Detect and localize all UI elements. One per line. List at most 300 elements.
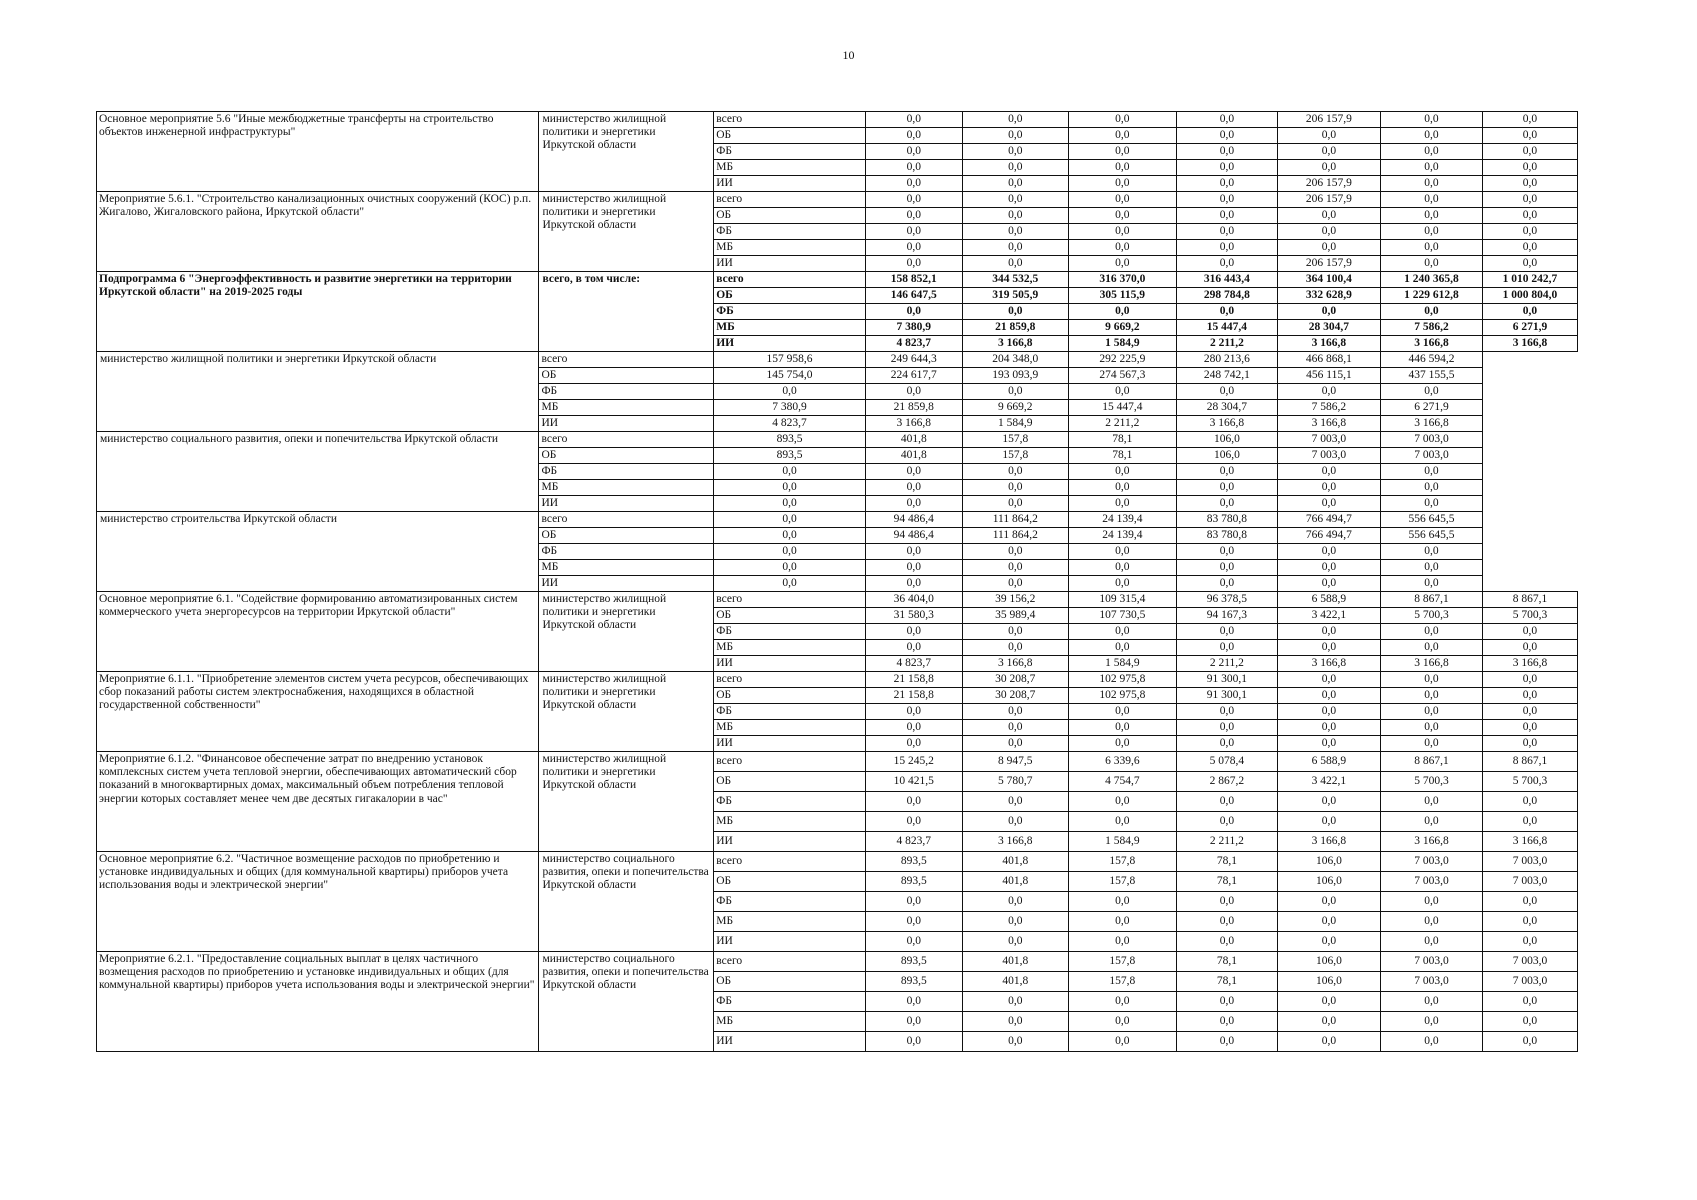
amount-cell: 7 586,2 xyxy=(1277,400,1380,416)
funding-source-cell: МБ xyxy=(539,560,714,576)
amount-cell: 157,8 xyxy=(962,448,1068,464)
funding-source-cell: ФБ xyxy=(714,624,866,640)
amount-cell: 0,0 xyxy=(962,560,1068,576)
amount-cell: 78,1 xyxy=(1068,448,1176,464)
amount-cell: 0,0 xyxy=(1380,688,1482,704)
amount-cell: 6 588,9 xyxy=(1277,752,1380,772)
amount-cell: 0,0 xyxy=(1482,256,1577,272)
amount-cell: 3 422,1 xyxy=(1277,608,1380,624)
amount-cell: 0,0 xyxy=(1176,192,1277,208)
amount-cell: 0,0 xyxy=(962,932,1068,952)
responsible-executor-cell: министерство социального развития, опеки и попечительства Иркутской области xyxy=(539,952,714,1052)
amount-cell: 0,0 xyxy=(1068,128,1176,144)
amount-cell: 31 580,3 xyxy=(865,608,962,624)
amount-cell: 0,0 xyxy=(865,304,962,320)
amount-cell: 0,0 xyxy=(1380,1012,1482,1032)
amount-cell: 0,0 xyxy=(1380,224,1482,240)
funding-source-cell: всего xyxy=(714,272,866,288)
funding-source-cell: ОБ xyxy=(539,368,714,384)
amount-cell: 1 584,9 xyxy=(962,416,1068,432)
amount-cell: 5 700,3 xyxy=(1482,772,1577,792)
amount-cell: 0,0 xyxy=(1068,496,1176,512)
amount-cell: 0,0 xyxy=(865,192,962,208)
amount-cell: 5 700,3 xyxy=(1380,772,1482,792)
amount-cell: 24 139,4 xyxy=(1068,512,1176,528)
amount-cell: 7 003,0 xyxy=(1380,952,1482,972)
amount-cell: 0,0 xyxy=(1068,192,1176,208)
responsible-executor-cell: министерство строительства Иркутской области xyxy=(97,512,539,592)
amount-cell: 0,0 xyxy=(1482,992,1577,1012)
amount-cell: 5 700,3 xyxy=(1482,608,1577,624)
amount-cell: 0,0 xyxy=(1068,112,1176,128)
table-row-group xyxy=(97,592,1578,672)
amount-cell: 7 380,9 xyxy=(714,400,866,416)
amount-cell: 157,8 xyxy=(1068,972,1176,992)
amount-cell: 0,0 xyxy=(1482,812,1577,832)
amount-cell: 0,0 xyxy=(1277,496,1380,512)
funding-source-cell: ФБ xyxy=(714,992,866,1012)
amount-cell: 0,0 xyxy=(1482,1032,1577,1052)
amount-cell: 35 989,4 xyxy=(962,608,1068,624)
amount-cell: 0,0 xyxy=(865,704,962,720)
funding-source-cell: ОБ xyxy=(714,972,866,992)
amount-cell: 6 588,9 xyxy=(1277,592,1380,608)
amount-cell: 0,0 xyxy=(1176,932,1277,952)
amount-cell: 3 166,8 xyxy=(962,336,1068,352)
amount-cell: 0,0 xyxy=(962,576,1068,592)
amount-cell: 0,0 xyxy=(962,892,1068,912)
amount-cell: 0,0 xyxy=(865,480,962,496)
amount-cell: 0,0 xyxy=(962,812,1068,832)
table-row xyxy=(97,352,1578,368)
amount-cell: 0,0 xyxy=(865,496,962,512)
amount-cell: 0,0 xyxy=(714,384,866,400)
funding-source-cell: ИИ xyxy=(714,336,866,352)
amount-cell: 0,0 xyxy=(1380,624,1482,640)
amount-cell: 0,0 xyxy=(1176,892,1277,912)
responsible-executor-cell: министерство жилищной политики и энергетики Иркутской области xyxy=(539,592,714,672)
amount-cell: 3 166,8 xyxy=(1482,336,1577,352)
amount-cell: 0,0 xyxy=(1277,812,1380,832)
funding-source-cell: ИИ xyxy=(714,932,866,952)
amount-cell: 0,0 xyxy=(1068,720,1176,736)
funding-source-cell: ИИ xyxy=(714,736,866,752)
amount-cell: 91 300,1 xyxy=(1176,672,1277,688)
amount-cell: 0,0 xyxy=(1176,992,1277,1012)
amount-cell: 10 421,5 xyxy=(865,772,962,792)
amount-cell: 106,0 xyxy=(1277,972,1380,992)
funding-source-cell: МБ xyxy=(714,720,866,736)
amount-cell: 0,0 xyxy=(1482,720,1577,736)
funding-source-cell: всего xyxy=(714,592,866,608)
amount-cell: 0,0 xyxy=(1068,1012,1176,1032)
amount-cell: 0,0 xyxy=(1068,576,1176,592)
amount-cell: 0,0 xyxy=(1277,792,1380,812)
amount-cell: 556 645,5 xyxy=(1380,528,1482,544)
amount-cell: 0,0 xyxy=(1380,892,1482,912)
amount-cell: 0,0 xyxy=(1068,240,1176,256)
table-row xyxy=(97,112,1578,128)
amount-cell: 0,0 xyxy=(1482,112,1577,128)
amount-cell: 106,0 xyxy=(1176,432,1277,448)
amount-cell: 0,0 xyxy=(714,576,866,592)
amount-cell: 0,0 xyxy=(714,496,866,512)
amount-cell: 0,0 xyxy=(1068,560,1176,576)
amount-cell: 0,0 xyxy=(962,736,1068,752)
amount-cell: 106,0 xyxy=(1176,448,1277,464)
amount-cell: 0,0 xyxy=(1068,224,1176,240)
activity-name-cell: Основное мероприятие 6.1. "Содействие формированию автоматизированных систем коммерческого учета энергоресурсов на территории Иркутской области" xyxy=(97,592,539,672)
amount-cell: 0,0 xyxy=(962,160,1068,176)
amount-cell: 0,0 xyxy=(1277,912,1380,932)
table-row xyxy=(97,752,1578,772)
funding-source-cell: МБ xyxy=(539,400,714,416)
amount-cell: 0,0 xyxy=(1277,1032,1380,1052)
funding-source-cell: всего xyxy=(714,752,866,772)
amount-cell: 0,0 xyxy=(1068,932,1176,952)
amount-cell: 3 166,8 xyxy=(1176,416,1277,432)
amount-cell: 0,0 xyxy=(1176,208,1277,224)
amount-cell: 0,0 xyxy=(1068,256,1176,272)
amount-cell: 0,0 xyxy=(714,528,866,544)
amount-cell: 0,0 xyxy=(1068,1032,1176,1052)
funding-source-cell: ФБ xyxy=(714,892,866,912)
table-row-group xyxy=(97,952,1578,1052)
amount-cell: 0,0 xyxy=(1068,160,1176,176)
funding-source-cell: МБ xyxy=(714,160,866,176)
amount-cell: 39 156,2 xyxy=(962,592,1068,608)
amount-cell: 456 115,1 xyxy=(1277,368,1380,384)
amount-cell: 0,0 xyxy=(1380,496,1482,512)
amount-cell: 83 780,8 xyxy=(1176,512,1277,528)
table-row-group xyxy=(97,512,1578,592)
amount-cell: 24 139,4 xyxy=(1068,528,1176,544)
table-row xyxy=(97,512,1578,528)
table-row xyxy=(97,852,1578,872)
amount-cell: 280 213,6 xyxy=(1176,352,1277,368)
amount-cell: 0,0 xyxy=(1277,464,1380,480)
amount-cell: 0,0 xyxy=(1176,640,1277,656)
amount-cell: 0,0 xyxy=(1068,176,1176,192)
amount-cell: 0,0 xyxy=(1068,304,1176,320)
amount-cell: 0,0 xyxy=(1176,464,1277,480)
amount-cell: 94 486,4 xyxy=(865,512,962,528)
amount-cell: 0,0 xyxy=(962,224,1068,240)
amount-cell: 0,0 xyxy=(1380,208,1482,224)
amount-cell: 0,0 xyxy=(1380,912,1482,932)
amount-cell: 0,0 xyxy=(962,256,1068,272)
funding-source-cell: всего xyxy=(714,852,866,872)
amount-cell: 1 584,9 xyxy=(1068,832,1176,852)
amount-cell: 0,0 xyxy=(1482,688,1577,704)
amount-cell: 0,0 xyxy=(962,704,1068,720)
amount-cell: 3 166,8 xyxy=(962,656,1068,672)
amount-cell: 3 166,8 xyxy=(1380,656,1482,672)
funding-source-cell: ОБ xyxy=(539,528,714,544)
table-row xyxy=(97,952,1578,972)
amount-cell: 0,0 xyxy=(1068,704,1176,720)
amount-cell: 0,0 xyxy=(865,208,962,224)
amount-cell: 0,0 xyxy=(1277,704,1380,720)
amount-cell: 0,0 xyxy=(962,1032,1068,1052)
amount-cell: 0,0 xyxy=(1068,640,1176,656)
amount-cell: 893,5 xyxy=(865,972,962,992)
amount-cell: 0,0 xyxy=(865,224,962,240)
amount-cell: 401,8 xyxy=(962,952,1068,972)
funding-source-cell: всего xyxy=(714,192,866,208)
amount-cell: 249 644,3 xyxy=(865,352,962,368)
amount-cell: 0,0 xyxy=(1380,160,1482,176)
funding-source-cell: всего xyxy=(539,512,714,528)
amount-cell: 0,0 xyxy=(1380,1032,1482,1052)
amount-cell: 0,0 xyxy=(1176,720,1277,736)
amount-cell: 0,0 xyxy=(962,624,1068,640)
activity-name-cell: Основное мероприятие 6.2. "Частичное возмещение расходов по приобретению и установке индивидуальных и общих (для коммунальной квартиры) приборов учета использования воды и электрической энергии" xyxy=(97,852,539,952)
amount-cell: 0,0 xyxy=(865,560,962,576)
amount-cell: 766 494,7 xyxy=(1277,528,1380,544)
amount-cell: 206 157,9 xyxy=(1277,256,1380,272)
amount-cell: 78,1 xyxy=(1176,952,1277,972)
funding-source-cell: МБ xyxy=(714,320,866,336)
page-number: 10 xyxy=(842,48,855,62)
amount-cell: 0,0 xyxy=(714,512,866,528)
amount-cell: 1 000 804,0 xyxy=(1482,288,1577,304)
table-row xyxy=(97,432,1578,448)
amount-cell: 893,5 xyxy=(865,952,962,972)
amount-cell: 0,0 xyxy=(1380,304,1482,320)
amount-cell: 94 167,3 xyxy=(1176,608,1277,624)
amount-cell: 158 852,1 xyxy=(865,272,962,288)
amount-cell: 94 486,4 xyxy=(865,528,962,544)
amount-cell: 78,1 xyxy=(1176,852,1277,872)
amount-cell: 0,0 xyxy=(865,112,962,128)
funding-table xyxy=(96,111,1578,1052)
amount-cell: 206 157,9 xyxy=(1277,176,1380,192)
amount-cell: 0,0 xyxy=(1277,640,1380,656)
amount-cell: 0,0 xyxy=(1380,932,1482,952)
amount-cell: 0,0 xyxy=(1380,128,1482,144)
amount-cell: 157,8 xyxy=(1068,852,1176,872)
amount-cell: 0,0 xyxy=(865,256,962,272)
amount-cell: 0,0 xyxy=(1176,576,1277,592)
funding-source-cell: ИИ xyxy=(539,496,714,512)
amount-cell: 3 166,8 xyxy=(1380,416,1482,432)
amount-cell: 0,0 xyxy=(962,144,1068,160)
amount-cell: 0,0 xyxy=(1277,932,1380,952)
amount-cell: 0,0 xyxy=(1380,672,1482,688)
amount-cell: 0,0 xyxy=(1482,128,1577,144)
amount-cell: 0,0 xyxy=(962,912,1068,932)
table-row-group xyxy=(97,352,1578,432)
table-row-group xyxy=(97,192,1578,272)
amount-cell: 107 730,5 xyxy=(1068,608,1176,624)
amount-cell: 21 158,8 xyxy=(865,688,962,704)
amount-cell: 145 754,0 xyxy=(714,368,866,384)
amount-cell: 7 003,0 xyxy=(1277,448,1380,464)
funding-source-cell: ФБ xyxy=(714,704,866,720)
amount-cell: 4 823,7 xyxy=(865,832,962,852)
amount-cell: 7 003,0 xyxy=(1380,852,1482,872)
amount-cell: 15 447,4 xyxy=(1068,400,1176,416)
amount-cell: 0,0 xyxy=(1176,560,1277,576)
funding-source-cell: МБ xyxy=(714,1012,866,1032)
amount-cell: 332 628,9 xyxy=(1277,288,1380,304)
amount-cell: 6 271,9 xyxy=(1380,400,1482,416)
amount-cell: 0,0 xyxy=(865,160,962,176)
funding-source-cell: ИИ xyxy=(714,176,866,192)
amount-cell: 0,0 xyxy=(865,932,962,952)
amount-cell: 0,0 xyxy=(1482,672,1577,688)
amount-cell: 0,0 xyxy=(1380,544,1482,560)
amount-cell: 8 947,5 xyxy=(962,752,1068,772)
amount-cell: 3 166,8 xyxy=(962,832,1068,852)
responsible-executor-cell: министерство жилищной политики и энергетики Иркутской области xyxy=(97,352,539,432)
amount-cell: 2 211,2 xyxy=(1176,832,1277,852)
amount-cell: 0,0 xyxy=(1482,160,1577,176)
amount-cell: 106,0 xyxy=(1277,852,1380,872)
amount-cell: 8 867,1 xyxy=(1482,752,1577,772)
amount-cell: 0,0 xyxy=(1277,240,1380,256)
amount-cell: 0,0 xyxy=(1380,576,1482,592)
amount-cell: 0,0 xyxy=(1176,144,1277,160)
amount-cell: 0,0 xyxy=(962,720,1068,736)
amount-cell: 0,0 xyxy=(1482,240,1577,256)
amount-cell: 2 211,2 xyxy=(1176,336,1277,352)
amount-cell: 0,0 xyxy=(1380,480,1482,496)
amount-cell: 1 240 365,8 xyxy=(1380,272,1482,288)
funding-source-cell: ОБ xyxy=(714,688,866,704)
funding-source-cell: ИИ xyxy=(714,256,866,272)
responsible-executor-cell: министерство жилищной политики и энергетики Иркутской области xyxy=(539,752,714,852)
amount-cell: 9 669,2 xyxy=(962,400,1068,416)
amount-cell: 3 422,1 xyxy=(1277,772,1380,792)
amount-cell: 0,0 xyxy=(962,192,1068,208)
responsible-executor-cell: министерство жилищной политики и энергетики Иркутской области xyxy=(539,112,714,192)
amount-cell: 0,0 xyxy=(1176,112,1277,128)
amount-cell: 0,0 xyxy=(1482,176,1577,192)
amount-cell: 298 784,8 xyxy=(1176,288,1277,304)
amount-cell: 0,0 xyxy=(1277,672,1380,688)
amount-cell: 0,0 xyxy=(1176,160,1277,176)
funding-source-cell: МБ xyxy=(714,812,866,832)
amount-cell: 0,0 xyxy=(1482,1012,1577,1032)
amount-cell: 0,0 xyxy=(1277,224,1380,240)
funding-source-cell: МБ xyxy=(714,240,866,256)
amount-cell: 7 003,0 xyxy=(1380,432,1482,448)
amount-cell: 3 166,8 xyxy=(1277,832,1380,852)
amount-cell: 305 115,9 xyxy=(1068,288,1176,304)
amount-cell: 0,0 xyxy=(865,544,962,560)
amount-cell: 893,5 xyxy=(865,852,962,872)
amount-cell: 0,0 xyxy=(1380,736,1482,752)
amount-cell: 4 823,7 xyxy=(714,416,866,432)
table-row-group xyxy=(97,432,1578,512)
table-row-group xyxy=(97,672,1578,752)
amount-cell: 0,0 xyxy=(1176,128,1277,144)
amount-cell: 0,0 xyxy=(1277,208,1380,224)
amount-cell: 401,8 xyxy=(865,448,962,464)
amount-cell: 0,0 xyxy=(1068,544,1176,560)
amount-cell: 0,0 xyxy=(1176,792,1277,812)
responsible-executor-cell: министерство социального развития, опеки и попечительства Иркутской области xyxy=(539,852,714,952)
funding-source-cell: ОБ xyxy=(714,772,866,792)
funding-source-cell: ОБ xyxy=(714,288,866,304)
amount-cell: 78,1 xyxy=(1176,872,1277,892)
amount-cell: 0,0 xyxy=(1068,736,1176,752)
amount-cell: 7 380,9 xyxy=(865,320,962,336)
amount-cell: 0,0 xyxy=(865,720,962,736)
amount-cell: 292 225,9 xyxy=(1068,352,1176,368)
funding-source-cell: МБ xyxy=(539,480,714,496)
amount-cell: 9 669,2 xyxy=(1068,320,1176,336)
amount-cell: 0,0 xyxy=(1277,992,1380,1012)
amount-cell: 0,0 xyxy=(1277,688,1380,704)
amount-cell: 0,0 xyxy=(1482,912,1577,932)
amount-cell: 78,1 xyxy=(1068,432,1176,448)
amount-cell: 7 003,0 xyxy=(1482,852,1577,872)
amount-cell: 0,0 xyxy=(1482,144,1577,160)
amount-cell: 0,0 xyxy=(865,892,962,912)
amount-cell: 0,0 xyxy=(865,812,962,832)
table-row-group xyxy=(97,852,1578,952)
funding-source-cell: ОБ xyxy=(539,448,714,464)
amount-cell: 7 586,2 xyxy=(1380,320,1482,336)
amount-cell: 0,0 xyxy=(1482,892,1577,912)
amount-cell: 0,0 xyxy=(1176,176,1277,192)
amount-cell: 0,0 xyxy=(865,640,962,656)
amount-cell: 0,0 xyxy=(865,1032,962,1052)
amount-cell: 7 003,0 xyxy=(1482,872,1577,892)
amount-cell: 3 166,8 xyxy=(1380,832,1482,852)
amount-cell: 0,0 xyxy=(865,576,962,592)
amount-cell: 316 370,0 xyxy=(1068,272,1176,288)
amount-cell: 8 867,1 xyxy=(1380,592,1482,608)
amount-cell: 3 166,8 xyxy=(1482,832,1577,852)
amount-cell: 206 157,9 xyxy=(1277,112,1380,128)
amount-cell: 0,0 xyxy=(1482,192,1577,208)
funding-source-cell: ФБ xyxy=(714,304,866,320)
amount-cell: 0,0 xyxy=(1277,736,1380,752)
amount-cell: 1 010 242,7 xyxy=(1482,272,1577,288)
amount-cell: 0,0 xyxy=(714,560,866,576)
amount-cell: 274 567,3 xyxy=(1068,368,1176,384)
amount-cell: 2 211,2 xyxy=(1176,656,1277,672)
amount-cell: 0,0 xyxy=(1482,792,1577,812)
amount-cell: 96 378,5 xyxy=(1176,592,1277,608)
responsible-executor-cell: министерство жилищной политики и энергетики Иркутской области xyxy=(539,672,714,752)
amount-cell: 401,8 xyxy=(962,872,1068,892)
amount-cell: 0,0 xyxy=(962,128,1068,144)
funding-source-cell: всего xyxy=(539,432,714,448)
amount-cell: 0,0 xyxy=(865,464,962,480)
amount-cell: 0,0 xyxy=(962,496,1068,512)
amount-cell: 0,0 xyxy=(1176,736,1277,752)
funding-source-cell: ФБ xyxy=(714,792,866,812)
amount-cell: 0,0 xyxy=(1068,892,1176,912)
activity-name-cell: Мероприятие 5.6.1. "Строительство канализационных очистных сооружений (КОС) р.п. Жигалово, Жигаловского района, Иркутской области" xyxy=(97,192,539,272)
amount-cell: 248 742,1 xyxy=(1176,368,1277,384)
amount-cell: 7 003,0 xyxy=(1482,972,1577,992)
amount-cell: 0,0 xyxy=(1068,480,1176,496)
activity-name-cell: Подпрограмма 6 "Энергоэффективность и развитие энергетики на территории Иркутской области" на 2019-2025 годы xyxy=(97,272,539,352)
amount-cell: 8 867,1 xyxy=(1482,592,1577,608)
amount-cell: 78,1 xyxy=(1176,972,1277,992)
amount-cell: 102 975,8 xyxy=(1068,688,1176,704)
funding-source-cell: ФБ xyxy=(714,144,866,160)
amount-cell: 0,0 xyxy=(1277,560,1380,576)
amount-cell: 83 780,8 xyxy=(1176,528,1277,544)
table-row-group xyxy=(97,752,1578,852)
